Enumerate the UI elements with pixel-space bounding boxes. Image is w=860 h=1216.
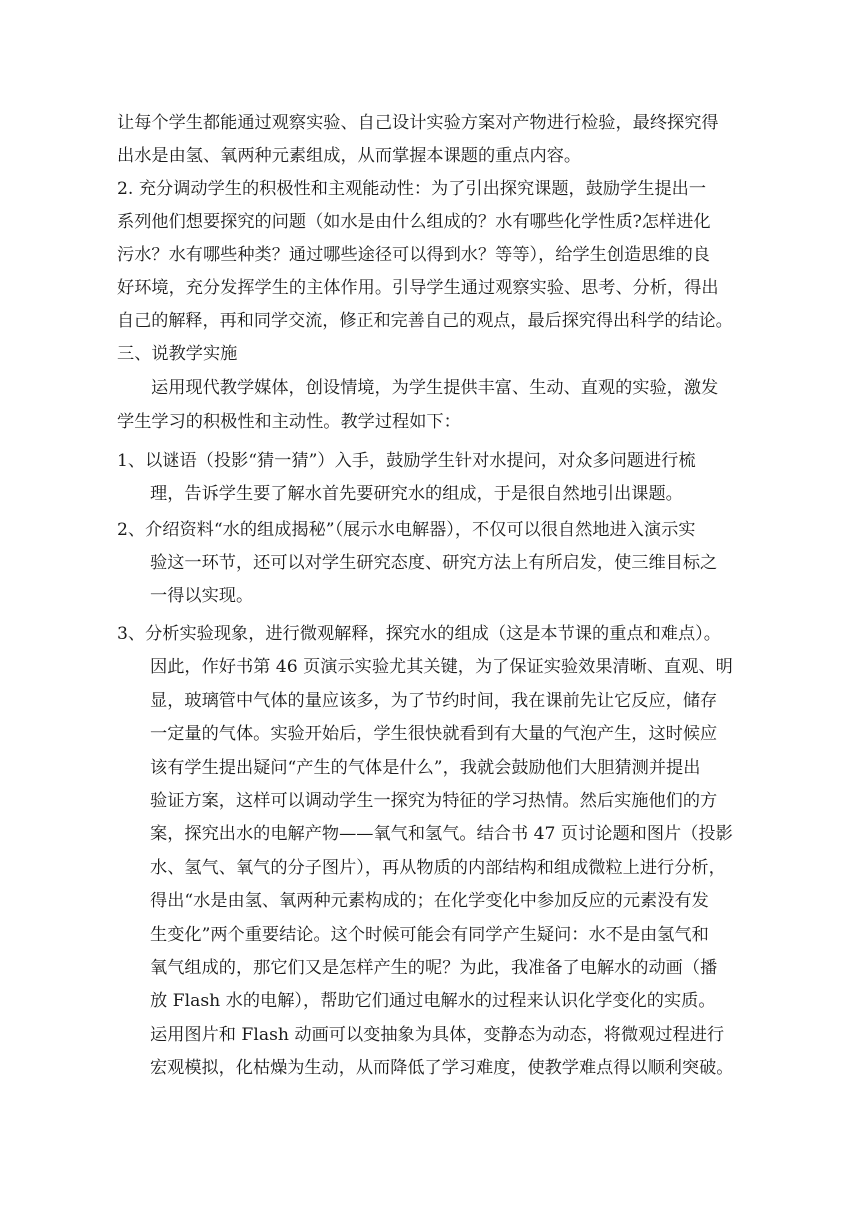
paragraph-continued-line-2: 出水是由氢、氧两种元素组成，从而掌握本课题的重点内容。 (117, 146, 582, 166)
point-2-line-1: 2. 充分调动学生的积极性和主观能动性：为了引出探究课题，鼓励学生提出一 (117, 179, 707, 199)
item-3-line-14: 宏观模拟，化枯燥为生动，从而降低了学习难度，使教学难点得以顺利突破。 (150, 1058, 734, 1078)
item-2-line-3: 一得以实现。 (150, 586, 254, 606)
item-1-line-1: 1、以谜语（投影“猜一猜”）入手，鼓励学生针对水提问，对众多问题进行梳 (117, 451, 696, 471)
item-3-line-4: 一定量的气体。实验开始后，学生很快就看到有大量的气泡产生，这时候应 (150, 724, 718, 744)
paragraph-continued-line-1: 让每个学生都能通过观察实验、自己设计实验方案对产物进行检验，最终探究得 (117, 113, 719, 133)
point-2-line-3: 污水？水有哪些种类？通过哪些途径可以得到水？等等），给学生创造思维的良 (117, 245, 710, 265)
point-2-line-5: 自己的解释，再和同学交流，修正和完善自己的观点，最后探究得出科学的结论。 (117, 311, 733, 331)
item-3-line-6: 验证方案，这样可以调动学生一探究为特征的学习热情。然后实施他们的方 (150, 791, 718, 811)
item-3-line-2: 因此，作好书第 46 页演示实验尤其关键，为了保证实验效果清晰、直观、明 (150, 657, 733, 677)
intro-line-1: 运用现代教学媒体，创设情境，为学生提供丰富、生动、直观的实验，激发 (151, 378, 719, 398)
item-3-line-1: 3、分析实验现象，进行微观解释，探究水的组成（这是本节课的重点和难点）。 (117, 624, 721, 644)
item-3-line-9: 得出“水是由氢、氧两种元素构成的；在化学变化中参加反应的元素没有发 (150, 891, 709, 911)
intro-line-2: 学生学习的积极性和主动性。教学过程如下： (117, 412, 461, 432)
point-2-line-2: 系列他们想要探究的问题（如水是由什么组成的？水有哪些化学性质?怎样进化 (117, 212, 711, 232)
section-3-heading: 三、说教学实施 (117, 344, 238, 364)
item-3-line-7: 案，探究出水的电解产物——氧气和氢气。结合书 47 页讨论题和图片（投影 (150, 824, 733, 844)
item-3-line-12: 放 Flash 水的电解），帮助它们通过电解水的过程来认识化学变化的实质。 (150, 991, 716, 1011)
point-2-line-4: 好环境，充分发挥学生的主体作用。引导学生通过观察实验、思考、分析，得出 (117, 278, 719, 298)
item-3-line-5: 该有学生提出疑问“产生的气体是什么”，我就会鼓励他们大胆猜测并提出 (150, 758, 701, 778)
item-3-line-11: 氧气组成的，那它们又是怎样产生的呢？为此，我准备了电解水的动画（播 (150, 958, 718, 978)
item-2-line-1: 2、介绍资料“水的组成揭秘”（展示水电解器），不仅可以很自然地进入演示实 (117, 520, 696, 540)
item-3-line-10: 生变化”两个重要结论。这个时候可能会有同学产生疑问：水不是由氢气和 (150, 925, 709, 945)
item-3-line-8: 水、氢气、氧气的分子图片），再从物质的内部结构和组成微粒上进行分析， (150, 858, 726, 878)
item-3-line-3: 显，玻璃管中气体的量应该多，为了节约时间，我在课前先让它反应，储存 (150, 691, 718, 711)
item-1-line-2: 理，告诉学生要了解水首先要研究水的组成，于是很自然地引出课题。 (150, 484, 683, 504)
item-2-line-2: 验这一环节，还可以对学生研究态度、研究方法上有所启发，使三维目标之 (150, 553, 718, 573)
item-3-line-13: 运用图片和 Flash 动画可以变抽象为具体，变静态为动态，将微观过程进行 (150, 1025, 725, 1045)
